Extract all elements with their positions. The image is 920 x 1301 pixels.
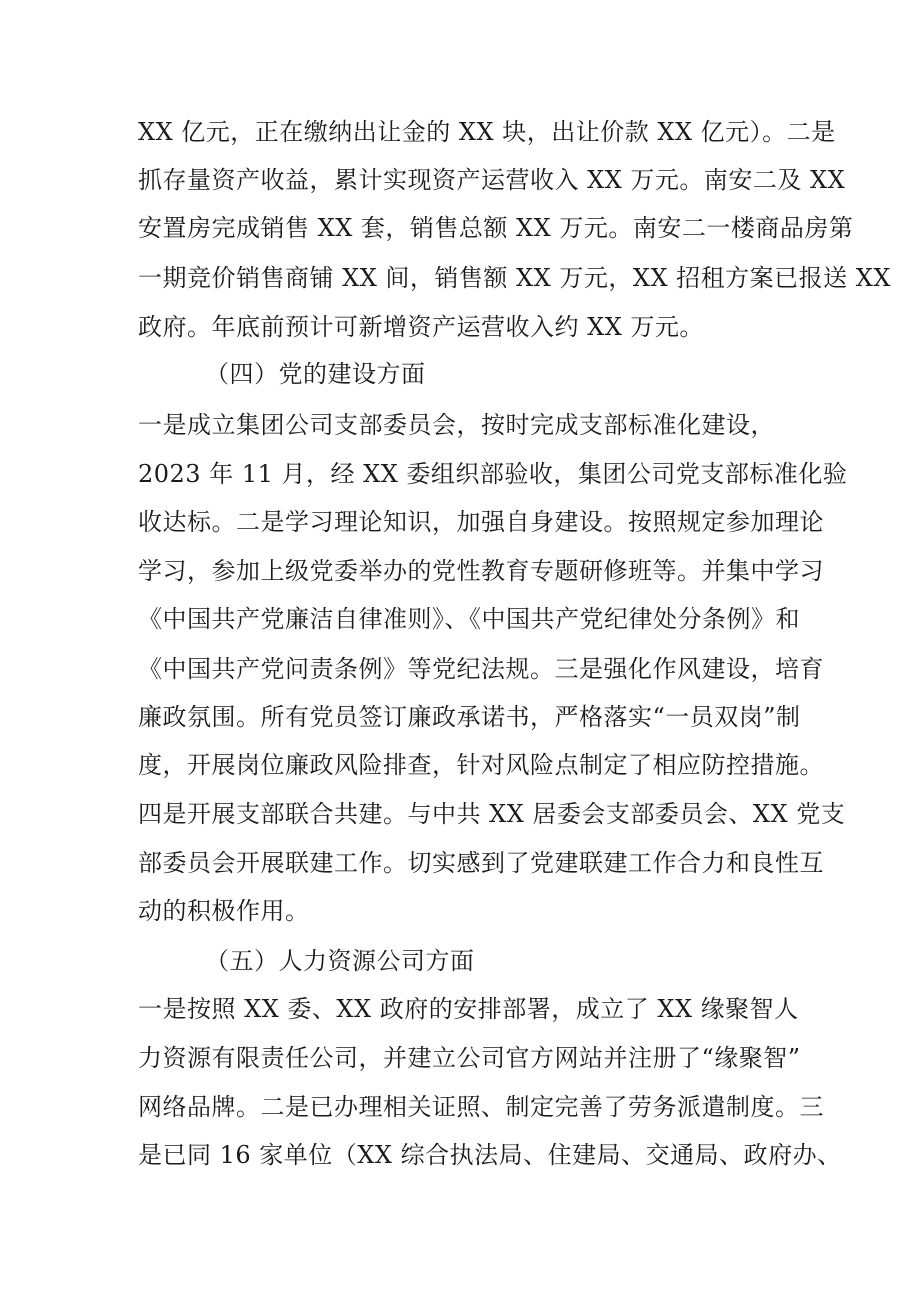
text-line: 收达标。二是学习理论知识，加强自身建设。按照规定参加理论 <box>138 508 824 536</box>
text-line: 部委员会开展联建工作。切实感到了党建联建工作合力和良性互 <box>138 849 824 877</box>
text-line: 抓存量资产收益，累计实现资产运营收入 XX 万元。南安二及 XX <box>138 166 846 194</box>
text-line: 学习，参加上级党委举办的党性教育专题研修班等。并集中学习 <box>138 557 824 585</box>
section-heading: （五）人力资源公司方面 <box>205 947 475 975</box>
text-line: 政府。年底前预计可新增资产运营收入约 XX 万元。 <box>138 313 704 341</box>
text-line: 是已同 16 家单位（XX 综合执法局、住建局、交通局、政府办、 <box>138 1141 842 1169</box>
text-line: 力资源有限责任公司，并建立公司官方网站并注册了“缘聚智” <box>138 1044 801 1072</box>
paragraph-start: 一是按照 XX 委、XX 政府的安排部署，成立了 XX 缘聚智人 <box>138 995 799 1023</box>
text-line: 动的积极作用。 <box>138 897 310 925</box>
text-line: 度，开展岗位廉政风险排查，针对风险点制定了相应防控措施。 <box>138 751 824 779</box>
text-line: 安置房完成销售 XX 套，销售总额 XX 万元。南安二一楼商品房第 <box>138 214 854 242</box>
text-line: 《中国共产党廉洁自律准则》、《中国共产党纪律处分条例》和 <box>138 605 800 633</box>
paragraph-start: 一是成立集团公司支部委员会，按时完成支部标准化建设， <box>138 411 775 439</box>
text-line: 2023 年 11 月，经 XX 委组织部验收，集团公司党支部标准化验 <box>138 460 848 488</box>
section-heading: （四）党的建设方面 <box>205 360 426 388</box>
text-line: 网络品牌。二是已办理相关证照、制定完善了劳务派遣制度。三 <box>138 1093 824 1121</box>
text-line: 廉政氛围。所有党员签订廉政承诺书，严格落实“一员双岗”制 <box>138 703 801 731</box>
text-line: 四是开展支部联合共建。与中共 XX 居委会支部委员会、XX 党支 <box>138 800 846 828</box>
text-line: 一期竞价销售商铺 XX 间，销售额 XX 万元，XX 招租方案已报送 XX <box>138 264 891 292</box>
text-line: XX 亿元，正在缴纳出让金的 XX 块，出让价款 XX 亿元）。二是 <box>138 118 836 146</box>
text-line: 《中国共产党问责条例》等党纪法规。三是强化作风建设，培育 <box>138 655 824 683</box>
